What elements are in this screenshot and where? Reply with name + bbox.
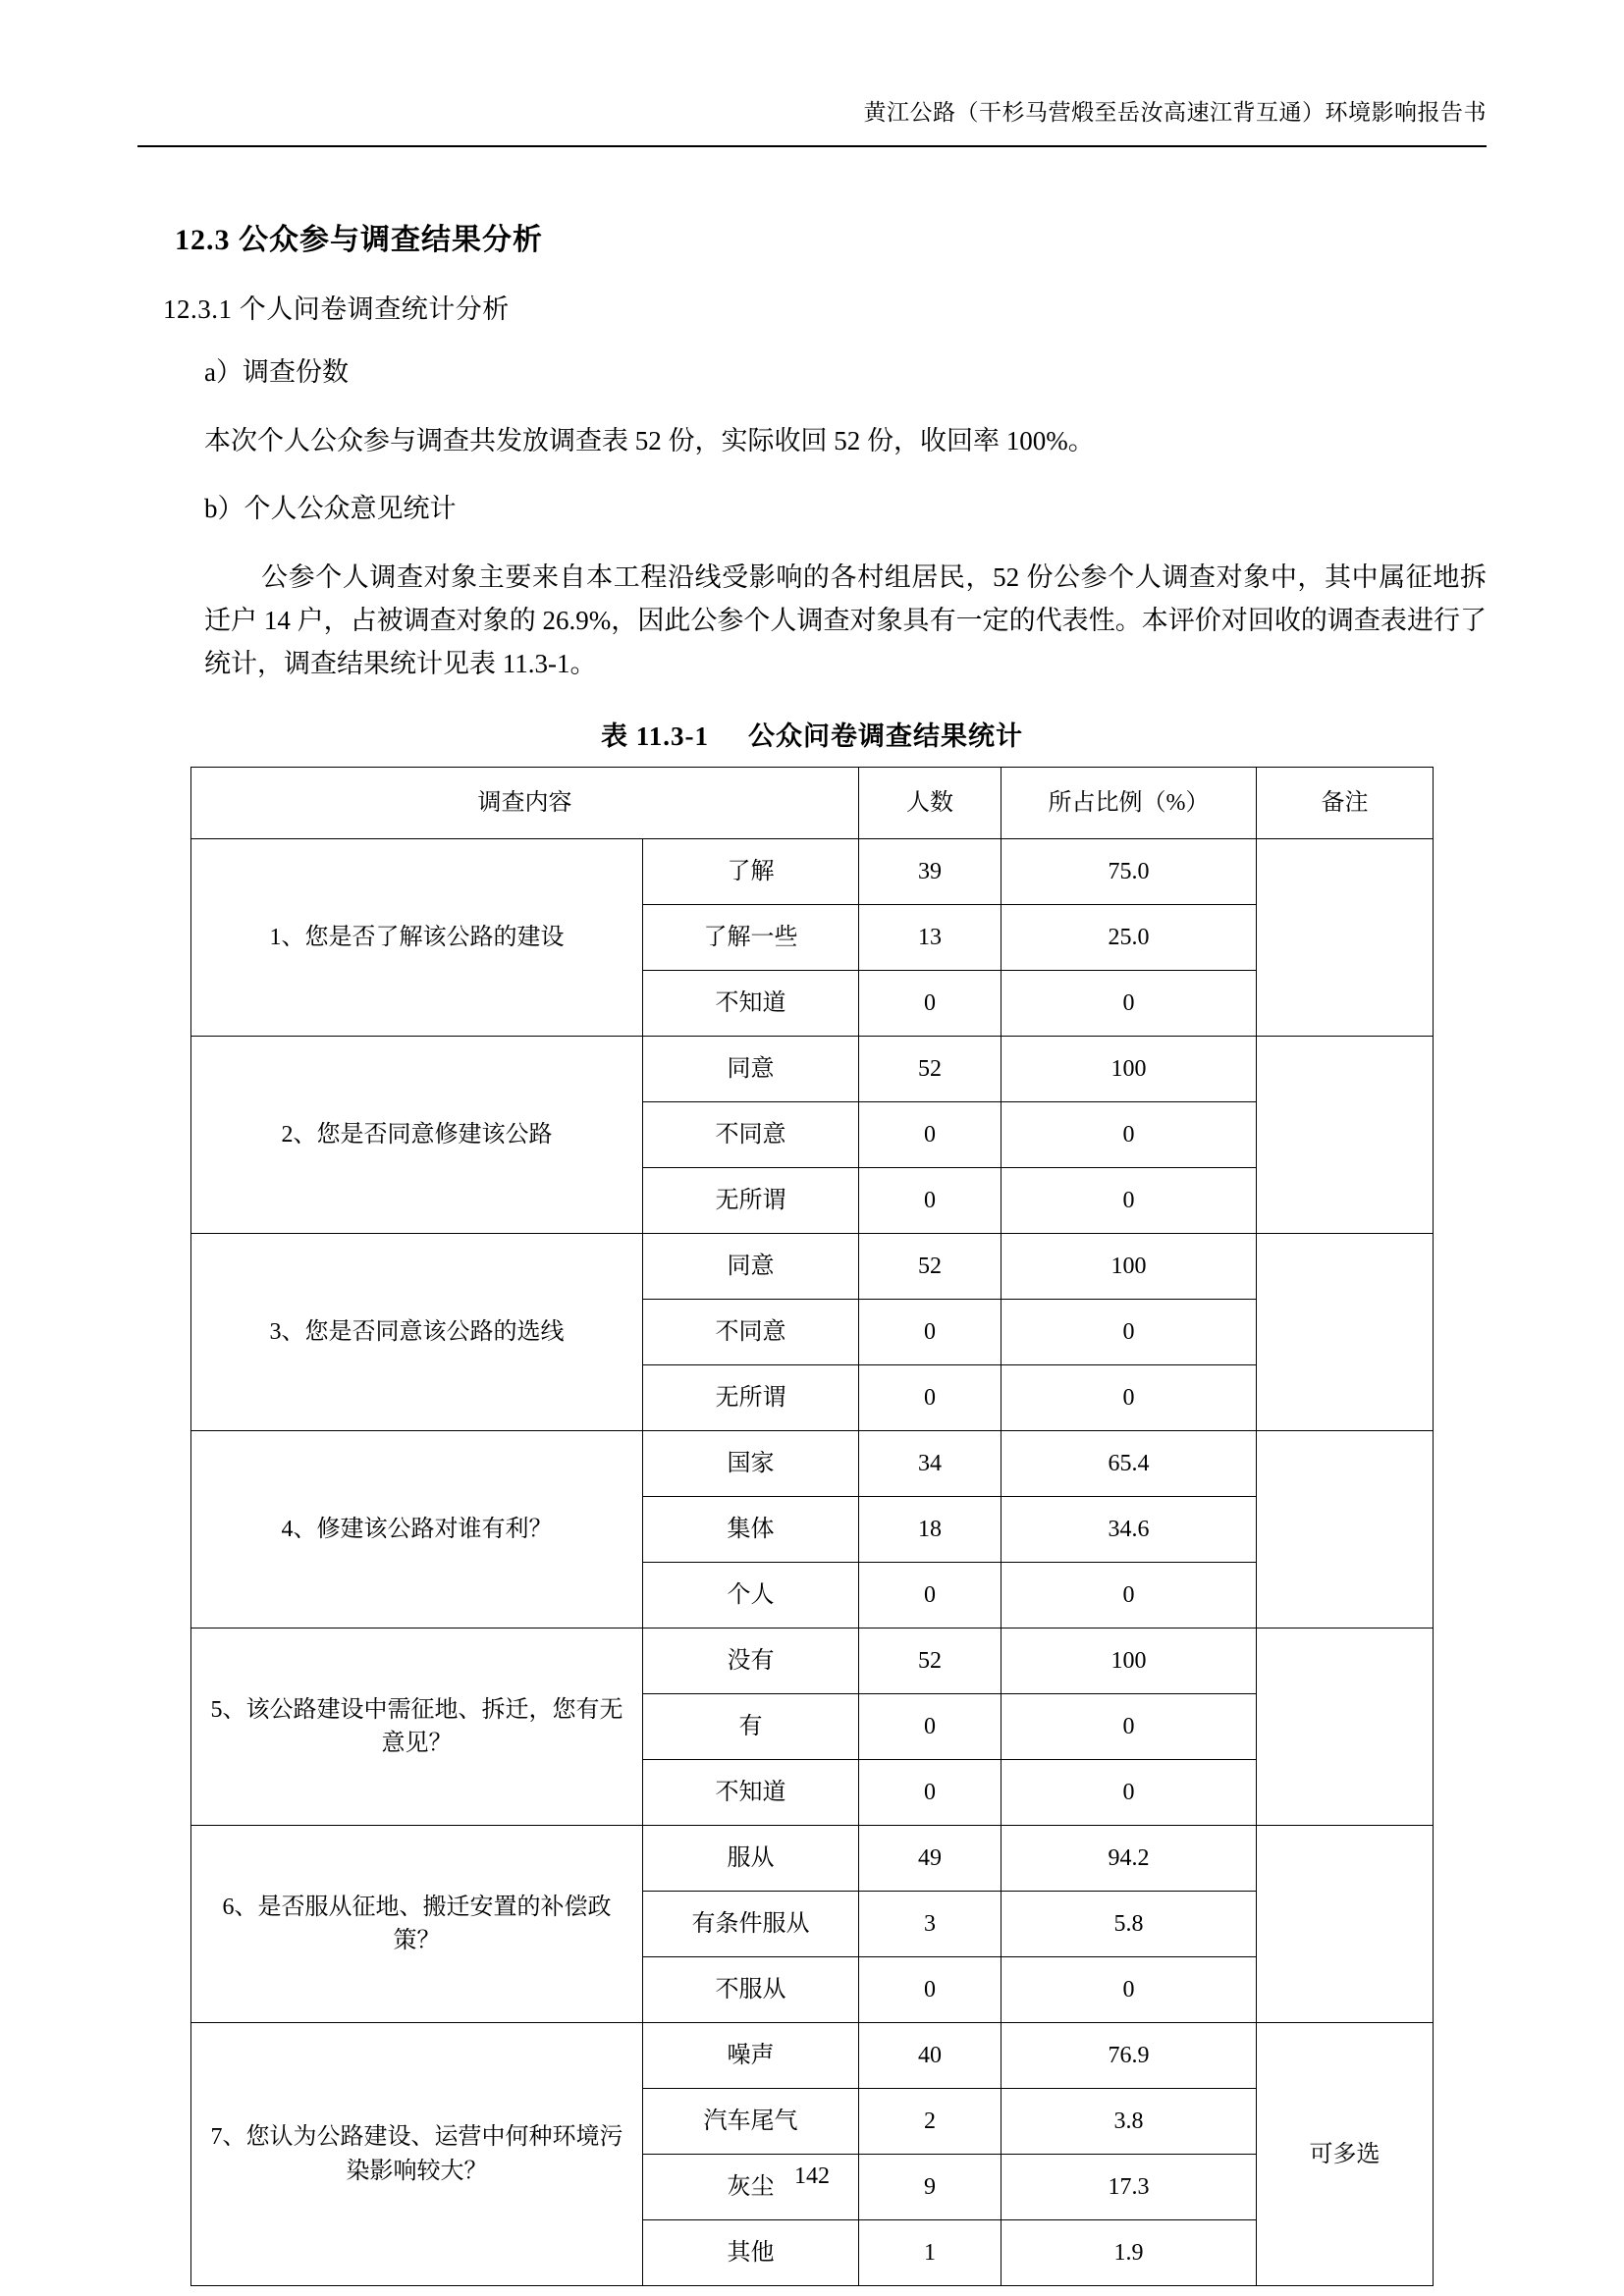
option-cell: 不知道 [643, 1760, 859, 1826]
table-row [191, 1629, 1434, 1694]
option-cell: 了解一些 [643, 905, 859, 971]
page-number: 142 [794, 2163, 830, 2189]
table-header-cell: 人数 [859, 768, 1001, 839]
percent-cell: 17.3 [1001, 2155, 1257, 2220]
count-cell: 39 [859, 839, 1001, 905]
percent-cell: 5.8 [1001, 1892, 1257, 1957]
list-item-b: b）个人公众意见统计 [204, 494, 457, 524]
option-cell: 不同意 [643, 1300, 859, 1365]
question-cell: 2、您是否同意修建该公路 [191, 1037, 643, 1234]
note-cell [1257, 1234, 1434, 1431]
table-header-cell: 备注 [1257, 768, 1434, 839]
option-cell: 噪声 [643, 2023, 859, 2089]
option-cell: 个人 [643, 1563, 859, 1629]
percent-cell: 0 [1001, 1365, 1257, 1431]
option-cell: 服从 [643, 1826, 859, 1892]
count-cell: 9 [859, 2155, 1001, 2220]
percent-cell: 1.9 [1001, 2220, 1257, 2286]
option-cell: 没有 [643, 1629, 859, 1694]
percent-cell: 100 [1001, 1629, 1257, 1694]
question-cell: 7、您认为公路建设、运营中何种环境污染影响较大？ [191, 2023, 643, 2286]
option-cell: 有条件服从 [643, 1892, 859, 1957]
note-cell: 可多选 [1257, 2023, 1434, 2286]
count-cell: 2 [859, 2089, 1001, 2155]
count-cell: 0 [859, 1168, 1001, 1234]
note-cell [1257, 839, 1434, 1037]
percent-cell: 100 [1001, 1037, 1257, 1102]
count-cell: 52 [859, 1037, 1001, 1102]
table-caption-title: 公众问卷调查结果统计 [748, 721, 1023, 752]
count-cell: 13 [859, 905, 1001, 971]
table-row [191, 1234, 1434, 1300]
question-cell: 1、您是否了解该公路的建设 [191, 839, 643, 1037]
option-cell: 不知道 [643, 971, 859, 1037]
option-cell: 灰尘 [643, 2155, 859, 2220]
percent-cell: 94.2 [1001, 1826, 1257, 1892]
count-cell: 34 [859, 1431, 1001, 1497]
subsection-heading: 12.3.1 个人问卷调查统计分析 [163, 294, 510, 324]
count-cell: 0 [859, 1694, 1001, 1760]
option-cell: 无所谓 [643, 1365, 859, 1431]
question-cell: 4、修建该公路对谁有利？ [191, 1431, 643, 1629]
percent-cell: 0 [1001, 1760, 1257, 1826]
count-cell: 3 [859, 1892, 1001, 1957]
note-cell [1257, 1431, 1434, 1629]
count-cell: 52 [859, 1234, 1001, 1300]
count-cell: 40 [859, 2023, 1001, 2089]
question-cell: 6、是否服从征地、搬迁安置的补偿政策？ [191, 1826, 643, 2023]
option-cell: 国家 [643, 1431, 859, 1497]
count-cell: 0 [859, 1102, 1001, 1168]
table-caption-number: 表 11.3-1 [600, 721, 709, 752]
option-cell: 其他 [643, 2220, 859, 2286]
percent-cell: 0 [1001, 1563, 1257, 1629]
table-row [191, 1431, 1434, 1497]
option-cell: 无所谓 [643, 1168, 859, 1234]
count-cell: 0 [859, 971, 1001, 1037]
percent-cell: 76.9 [1001, 2023, 1257, 2089]
note-cell [1257, 1037, 1434, 1234]
table-header-cell: 调查内容 [191, 768, 859, 839]
percent-cell: 0 [1001, 1102, 1257, 1168]
option-cell: 汽车尾气 [643, 2089, 859, 2155]
percent-cell: 75.0 [1001, 839, 1257, 905]
count-cell: 0 [859, 1957, 1001, 2023]
percent-cell: 3.8 [1001, 2089, 1257, 2155]
count-cell: 0 [859, 1760, 1001, 1826]
percent-cell: 0 [1001, 1168, 1257, 1234]
count-cell: 0 [859, 1300, 1001, 1365]
option-cell: 了解 [643, 839, 859, 905]
table-row [191, 2023, 1434, 2089]
table-header-row [191, 768, 1434, 839]
survey-results-table [190, 767, 1434, 2286]
list-item-a: a）调查份数 [204, 357, 349, 387]
percent-cell: 0 [1001, 1300, 1257, 1365]
table-row [191, 839, 1434, 905]
percent-cell: 0 [1001, 1694, 1257, 1760]
table-caption [137, 715, 1487, 753]
count-cell: 49 [859, 1826, 1001, 1892]
percent-cell: 0 [1001, 971, 1257, 1037]
option-cell: 同意 [643, 1234, 859, 1300]
paragraph-a: 本次个人公众参与调查共发放调查表 52 份，实际收回 52 份，收回率 100%。 [204, 425, 1095, 455]
question-cell: 5、该公路建设中需征地、拆迁，您有无意见？ [191, 1629, 643, 1826]
table-row [191, 1826, 1434, 1892]
paragraph-b: 公参个人调查对象主要来自本工程沿线受影响的各村组居民，52 份公参个人调查对象中，其中属征地拆迁户 14 户，占被调查对象的 26.9%，因此公参个人调查对象具有一定的代表性。本评价对回收的调查表进行了统计，调查结果统计见表 11.3-1。 [204, 562, 1487, 678]
option-cell: 不服从 [643, 1957, 859, 2023]
note-cell [1257, 1629, 1434, 1826]
option-cell: 不同意 [643, 1102, 859, 1168]
count-cell: 0 [859, 1365, 1001, 1431]
percent-cell: 34.6 [1001, 1497, 1257, 1563]
percent-cell: 100 [1001, 1234, 1257, 1300]
page-content [137, 191, 1487, 2286]
running-header: 黄江公路（干杉马营煅至岳汝高速江背互通）环境影响报告书 [863, 100, 1487, 125]
table-header-cell: 所占比例（%） [1001, 768, 1257, 839]
section-heading: 12.3 公众参与调查结果分析 [175, 224, 543, 256]
option-cell: 同意 [643, 1037, 859, 1102]
percent-cell: 65.4 [1001, 1431, 1257, 1497]
note-cell [1257, 1826, 1434, 2023]
percent-cell: 25.0 [1001, 905, 1257, 971]
option-cell: 集体 [643, 1497, 859, 1563]
count-cell: 52 [859, 1629, 1001, 1694]
count-cell: 1 [859, 2220, 1001, 2286]
table-row [191, 1037, 1434, 1102]
header-divider [137, 145, 1487, 147]
count-cell: 18 [859, 1497, 1001, 1563]
option-cell: 有 [643, 1694, 859, 1760]
percent-cell: 0 [1001, 1957, 1257, 2023]
question-cell: 3、您是否同意该公路的选线 [191, 1234, 643, 1431]
count-cell: 0 [859, 1563, 1001, 1629]
